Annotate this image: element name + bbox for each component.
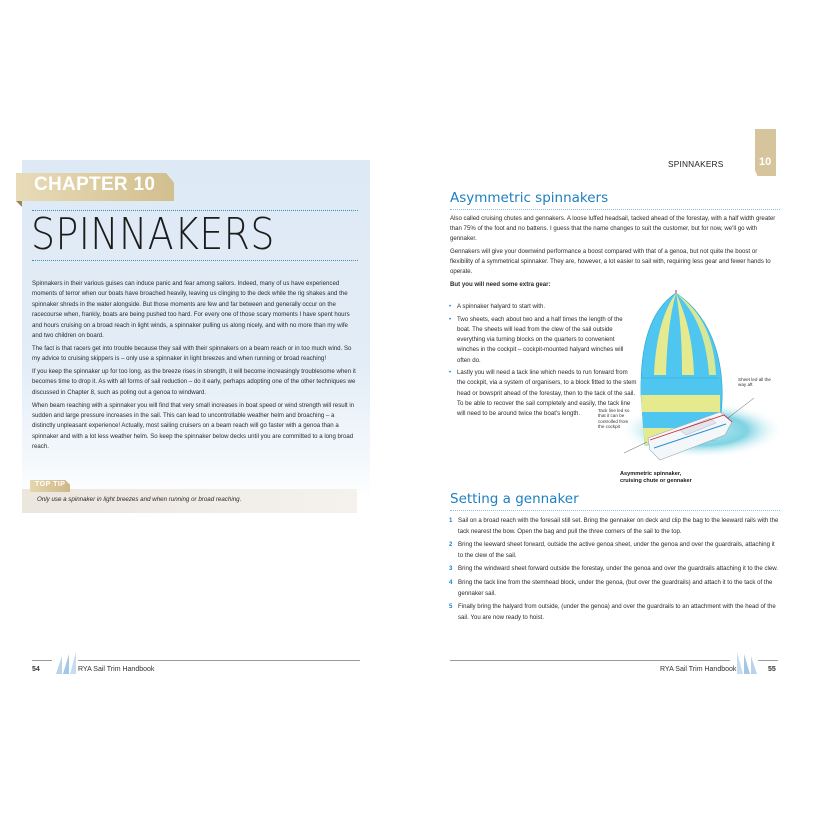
gear-list xyxy=(449,302,637,422)
step-item xyxy=(449,578,779,599)
gennaker-illustration xyxy=(620,290,800,465)
paragraph: Spinnakers in their various guises can induce panic and fear among sailors. Indeed, many of us have experienced moments of terror when our boats have broached heavily, leaving us clinging to the deck while the rig shakes and the spinnaker shreds in the water alongside. But those moments are few and far between and generally occur on the racecourse when, frankly, boats are being pushed too hard. For every one of those scary moments I have spent hours and hours cruising on a broad reach in light winds, a spinnaker pulling us along nicely, and with no more than my wife and two children on board. xyxy=(32,280,350,340)
step-number: 3 xyxy=(449,565,453,573)
footer-rule-short xyxy=(758,660,778,661)
sail-logo-icon xyxy=(733,652,759,674)
section-heading-asymmetric: Asymmetric spinnakers xyxy=(450,190,609,206)
footer-rule xyxy=(450,660,730,661)
caption-line: cruising chute or gennaker xyxy=(620,477,692,484)
paragraph: If you keep the spinnaker up for too long, as the breeze rises in strength, it will become increasingly troublesome when it becomes time to drop it. As with all forms of sail reduction – do it early, perhaps adopting one of the other techniques we discussed in Chapter 8, such as poling out a genoa to windward. xyxy=(32,368,356,396)
step-item xyxy=(449,602,779,623)
chapter-number: 10 xyxy=(759,156,772,168)
step-item xyxy=(449,564,779,575)
callout-sheet: Sheet led all the way aft xyxy=(738,377,771,388)
paragraph: When beam reaching with a spinnaker you will find that very small increases in boat speed or wind strength will result in sudden and large pressure increases in the sail. This can lead to uncontrollable weather helm and broaching – a distinctly unpleasant experience! Actually, most sailing cruisers on a beam reach will go faster with a genoa than a spinnaker and with a lot less weather helm. So keep the spinnaker below decks until you are committed to a long broad reach. xyxy=(32,401,355,451)
step-item xyxy=(449,540,779,561)
step-text: Bring the leeward sheet forward, outside the active genoa sheet, under the genoa and over the guardrails, attaching it to the clew of the sail. xyxy=(458,541,775,559)
page-number: 55 xyxy=(768,666,776,673)
step-text: Sail on a broad reach with the foresail still set. Bring the gennaker on deck and clip the bag to the leeward rails with the tack nearest the bow. Open the bag and pull the three corners of the sail to the top. xyxy=(458,517,779,535)
step-number: 2 xyxy=(449,541,453,549)
list-item: • Lastly you will need a tack line which needs to run forward from the cockpit, via a system of organisers, to a block fitted to the stem head or bowsprit ahead of the forestay, then to the tack of the sail. To be able to recover the sail completely and easily, the tack line will need to be around twice the boat's length. xyxy=(449,368,637,419)
dotted-divider-bottom xyxy=(32,260,358,261)
setting-steps xyxy=(449,516,779,626)
sail-logo-icon xyxy=(54,652,80,674)
caption-line: Asymmetric spinnaker, xyxy=(620,471,682,477)
book-title: RYA Sail Trim Handbook xyxy=(660,666,737,673)
top-tip-text: Only use a spinnaker in light breezes and when running or broad reaching. xyxy=(37,496,242,503)
callout-tack-line: Tack line led so that it can be controlled from the cockpit xyxy=(598,408,630,430)
list-item: • Two sheets, each about two and a half times the length of the boat. The sheets will lead from the clew of the sail outside everything via turning blocks on the quarters to convenient winches in the cockpit – cockpit-mounted halyard winches will often do. xyxy=(449,315,637,366)
gear-heading: But you will need some extra gear: xyxy=(450,280,551,288)
intro-body xyxy=(32,279,358,455)
section-divider xyxy=(450,510,780,511)
step-number: 4 xyxy=(449,578,453,586)
paragraph: Gennakers will give your downwind performance a boost compared with that of a genoa, but not quite the boost or flexibility of a symmetrical spinnaker. They are, however, a lot easier to sail with, requiring less gear and fewer hands to operate. xyxy=(450,247,771,276)
step-item xyxy=(449,516,779,537)
step-text: Finally bring the halyard from outside, (under the genoa) and over the guardrails to an attachment with the head of the sail. You are now ready to hoist. xyxy=(458,603,776,621)
section1-body xyxy=(450,214,780,292)
footer-rule-short xyxy=(32,660,52,661)
page-number: 54 xyxy=(32,666,40,673)
section-divider xyxy=(450,209,780,210)
list-item: • A spinnaker halyard to start with. xyxy=(449,302,637,312)
figure-caption xyxy=(620,471,692,485)
step-number: 1 xyxy=(449,517,453,524)
paragraph: The fact is that racers get into trouble because they sail with their spinnakers on a beam reach or in too much wind. So my advice to cruising skippers is – only use a spinnaker in light breezes and when running or broad reaching! xyxy=(32,344,352,363)
paragraph: Also called cruising chutes and gennakers. A loose luffed headsail, tacked ahead of the forestay, with a half width greater than 75% of the foot and no battens. I guess that the name changes to suit the customer, but for now, we'll go with gennaker. xyxy=(450,215,776,243)
running-head: SPINNAKERS xyxy=(668,159,724,169)
top-tip-label: TOP TIP xyxy=(35,481,66,488)
step-text: Bring the windward sheet forward outside the forestay, under the genoa and over the guardrails attaching it to the clew. xyxy=(458,565,779,573)
book-title: RYA Sail Trim Handbook xyxy=(78,666,155,673)
step-text: Bring the tack line from the stemhead block, under the genoa, (but over the guardrails) and attach it to the tack of the gennaker sail. xyxy=(458,578,773,597)
section-heading-setting: Setting a gennaker xyxy=(450,491,579,507)
step-number: 5 xyxy=(449,603,453,611)
chapter-thumb-tab xyxy=(755,129,776,176)
chapter-label: CHAPTER 10 xyxy=(34,174,156,195)
chapter-title: SPINNAKERS xyxy=(31,209,275,260)
footer-rule xyxy=(78,660,360,661)
